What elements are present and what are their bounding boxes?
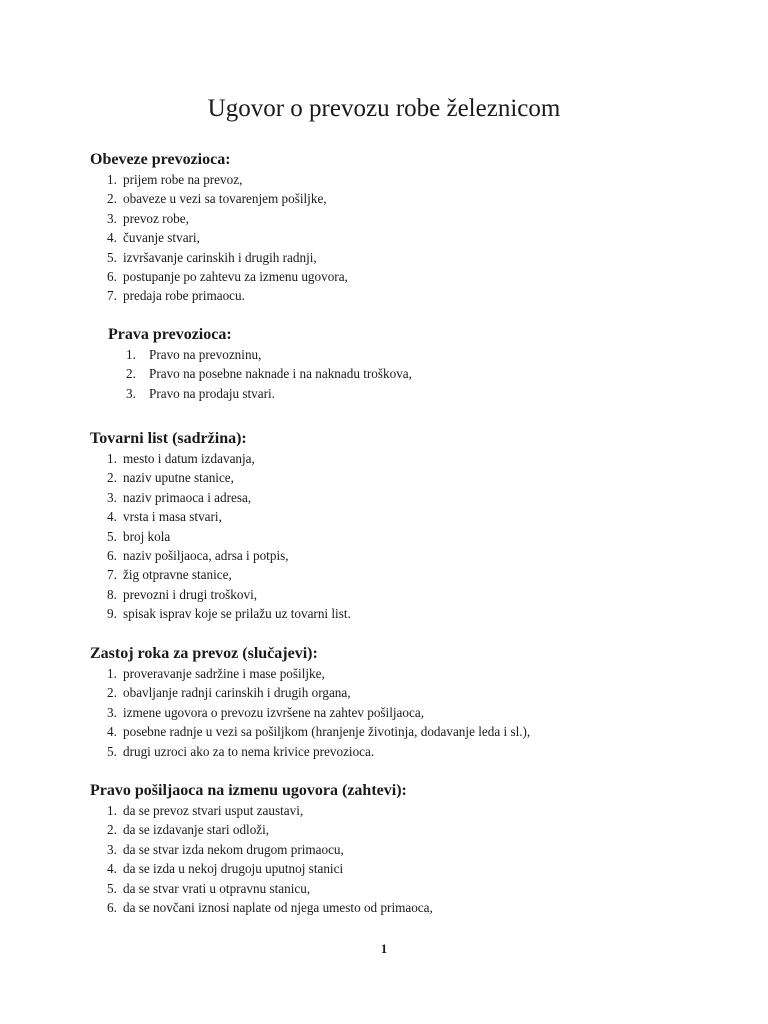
list-item-text: drugi uzroci ako za to nema krivice prevozioca.	[123, 743, 375, 759]
list-item-number: 9.	[107, 606, 117, 622]
list-item	[107, 859, 768, 878]
list-item-number: 4.	[107, 861, 117, 877]
list-item-text: naziv pošiljaoca, adrsa i potpis,	[123, 548, 289, 564]
list-item-number: 2.	[107, 191, 117, 207]
list-item-text: prevozni i drugi troškovi,	[123, 586, 258, 602]
list-item-number: 3.	[107, 210, 117, 226]
list-item-text: Pravo na prevozninu,	[149, 347, 262, 362]
list-item-text: da se izdavanje stari odloži,	[123, 822, 270, 838]
list-item-number: 1.	[107, 172, 117, 187]
list-item-text: spisak isprav koje se prilažu uz tovarni list.	[123, 606, 351, 622]
list-item	[107, 507, 768, 526]
list-item	[107, 449, 768, 468]
list-item-number: 2.	[107, 685, 117, 701]
list-item-number: 5.	[107, 743, 117, 759]
list-item-text: prevoz robe,	[123, 210, 189, 226]
list-item-number: 6.	[107, 548, 117, 564]
section-prava-prevozioca	[0, 325, 768, 403]
list-item-number: 1.	[126, 347, 136, 362]
list-item	[107, 898, 768, 917]
list-item-number: 5.	[107, 249, 117, 265]
section-heading: Zastoj roka za prevoz (slučajevi):	[90, 645, 318, 662]
list-item-number: 3.	[107, 841, 117, 857]
list-item-number: 2.	[107, 822, 117, 838]
list-item	[107, 565, 768, 584]
list-item-number: 2.	[126, 366, 136, 382]
numbered-list	[0, 801, 768, 917]
numbered-list	[0, 664, 768, 761]
list-item-text: izvršavanje carinskih i drugih radnji,	[123, 249, 317, 265]
list-item	[107, 228, 768, 247]
section-tovarni-list	[0, 429, 768, 624]
list-item	[107, 820, 768, 839]
list-item-text: čuvanje stvari,	[123, 230, 200, 246]
list-item	[107, 879, 768, 898]
section-obaveze-prevozioca	[0, 150, 768, 306]
list-item-number: 4.	[107, 230, 117, 246]
list-item	[107, 170, 768, 189]
list-item	[107, 604, 768, 623]
list-item-text: da se prevoz stvari usput zaustavi,	[123, 803, 304, 818]
section-heading: Pravo pošiljaoca na izmenu ugovora (zahtevi):	[90, 782, 407, 799]
list-item-text: da se stvar izda nekom drugom primaocu,	[123, 841, 344, 857]
list-item-number: 3.	[126, 385, 136, 401]
list-item-number: 1.	[107, 451, 117, 466]
list-item-text: proveravanje sadržine i mase pošiljke,	[123, 666, 325, 681]
section-heading: Obeveze prevozioca:	[90, 151, 231, 168]
list-item-number: 5.	[107, 528, 117, 544]
list-item	[107, 468, 768, 487]
list-item-number: 3.	[107, 489, 117, 505]
list-item-number: 7.	[107, 288, 117, 304]
list-item	[107, 742, 768, 761]
list-item-number: 1.	[107, 803, 117, 818]
page-number: 1	[380, 942, 388, 956]
list-item-text: vrsta i masa stvari,	[123, 509, 222, 525]
list-item-text: naziv primaoca i adresa,	[123, 489, 252, 505]
list-item	[126, 384, 768, 403]
document-title: Ugovor o prevozu robe železnicom	[207, 95, 561, 122]
list-item	[107, 585, 768, 604]
list-item-text: predaja robe primaocu.	[123, 288, 245, 304]
list-item-text: postupanje po zahtevu za izmenu ugovora,	[123, 269, 348, 285]
list-item	[107, 840, 768, 859]
list-item-text: da se stvar vrati u otpravnu stanicu,	[123, 880, 311, 896]
list-item-number: 3.	[107, 704, 117, 720]
list-item-text: obavljanje radnji carinskih i drugih organa,	[123, 685, 351, 701]
list-item-text: žig otpravne stanice,	[123, 567, 232, 583]
list-item-text: prijem robe na prevoz,	[123, 172, 243, 187]
list-item-number: 8.	[107, 586, 117, 602]
list-item-text: da se novčani iznosi naplate od njega umesto od primaoca,	[123, 900, 433, 916]
list-item-text: broj kola	[123, 528, 171, 544]
list-item	[107, 527, 768, 546]
list-item	[107, 664, 768, 683]
list-item	[107, 801, 768, 820]
list-item	[107, 703, 768, 722]
list-item	[107, 488, 768, 507]
list-item	[126, 345, 768, 364]
list-item	[107, 209, 768, 228]
list-item	[107, 286, 768, 305]
list-item-number: 6.	[107, 269, 117, 285]
list-item	[107, 546, 768, 565]
list-item-number: 5.	[107, 880, 117, 896]
list-item-text: da se izda u nekoj drugoju uputnoj stanici	[123, 861, 344, 877]
section-heading: Prava prevozioca:	[108, 326, 232, 343]
list-item-number: 2.	[107, 470, 117, 486]
list-item	[107, 189, 768, 208]
list-item-number: 4.	[107, 509, 117, 525]
list-item	[107, 248, 768, 267]
numbered-list	[0, 345, 768, 403]
list-item-text: obaveze u vezi sa tovarenjem pošiljke,	[123, 191, 327, 207]
section-zastoj-roka	[0, 644, 768, 761]
list-item-text: izmene ugovora o prevozu izvršene na zahtev pošiljaoca,	[123, 704, 424, 720]
list-item-text: mesto i datum izdavanja,	[123, 451, 255, 466]
list-item	[107, 267, 768, 286]
list-item-text: Pravo na prodaju stvari.	[149, 385, 275, 401]
section-pravo-posiljaoca	[0, 781, 768, 917]
numbered-list	[0, 170, 768, 306]
list-item	[107, 683, 768, 702]
numbered-list	[0, 449, 768, 624]
list-item-text: posebne radnje u vezi sa pošiljkom (hranjenje životinja, dodavanje leda i sl.),	[123, 724, 531, 740]
list-item-text: naziv uputne stanice,	[123, 470, 234, 486]
list-item-number: 7.	[107, 567, 117, 583]
list-item-number: 4.	[107, 724, 117, 740]
list-item-number: 6.	[107, 900, 117, 916]
list-item	[126, 364, 768, 383]
list-item-text: Pravo na posebne naknade i na naknadu troškova,	[149, 366, 412, 382]
list-item	[107, 722, 768, 741]
section-heading: Tovarni list (sadržina):	[90, 430, 247, 447]
list-item-number: 1.	[107, 666, 117, 681]
